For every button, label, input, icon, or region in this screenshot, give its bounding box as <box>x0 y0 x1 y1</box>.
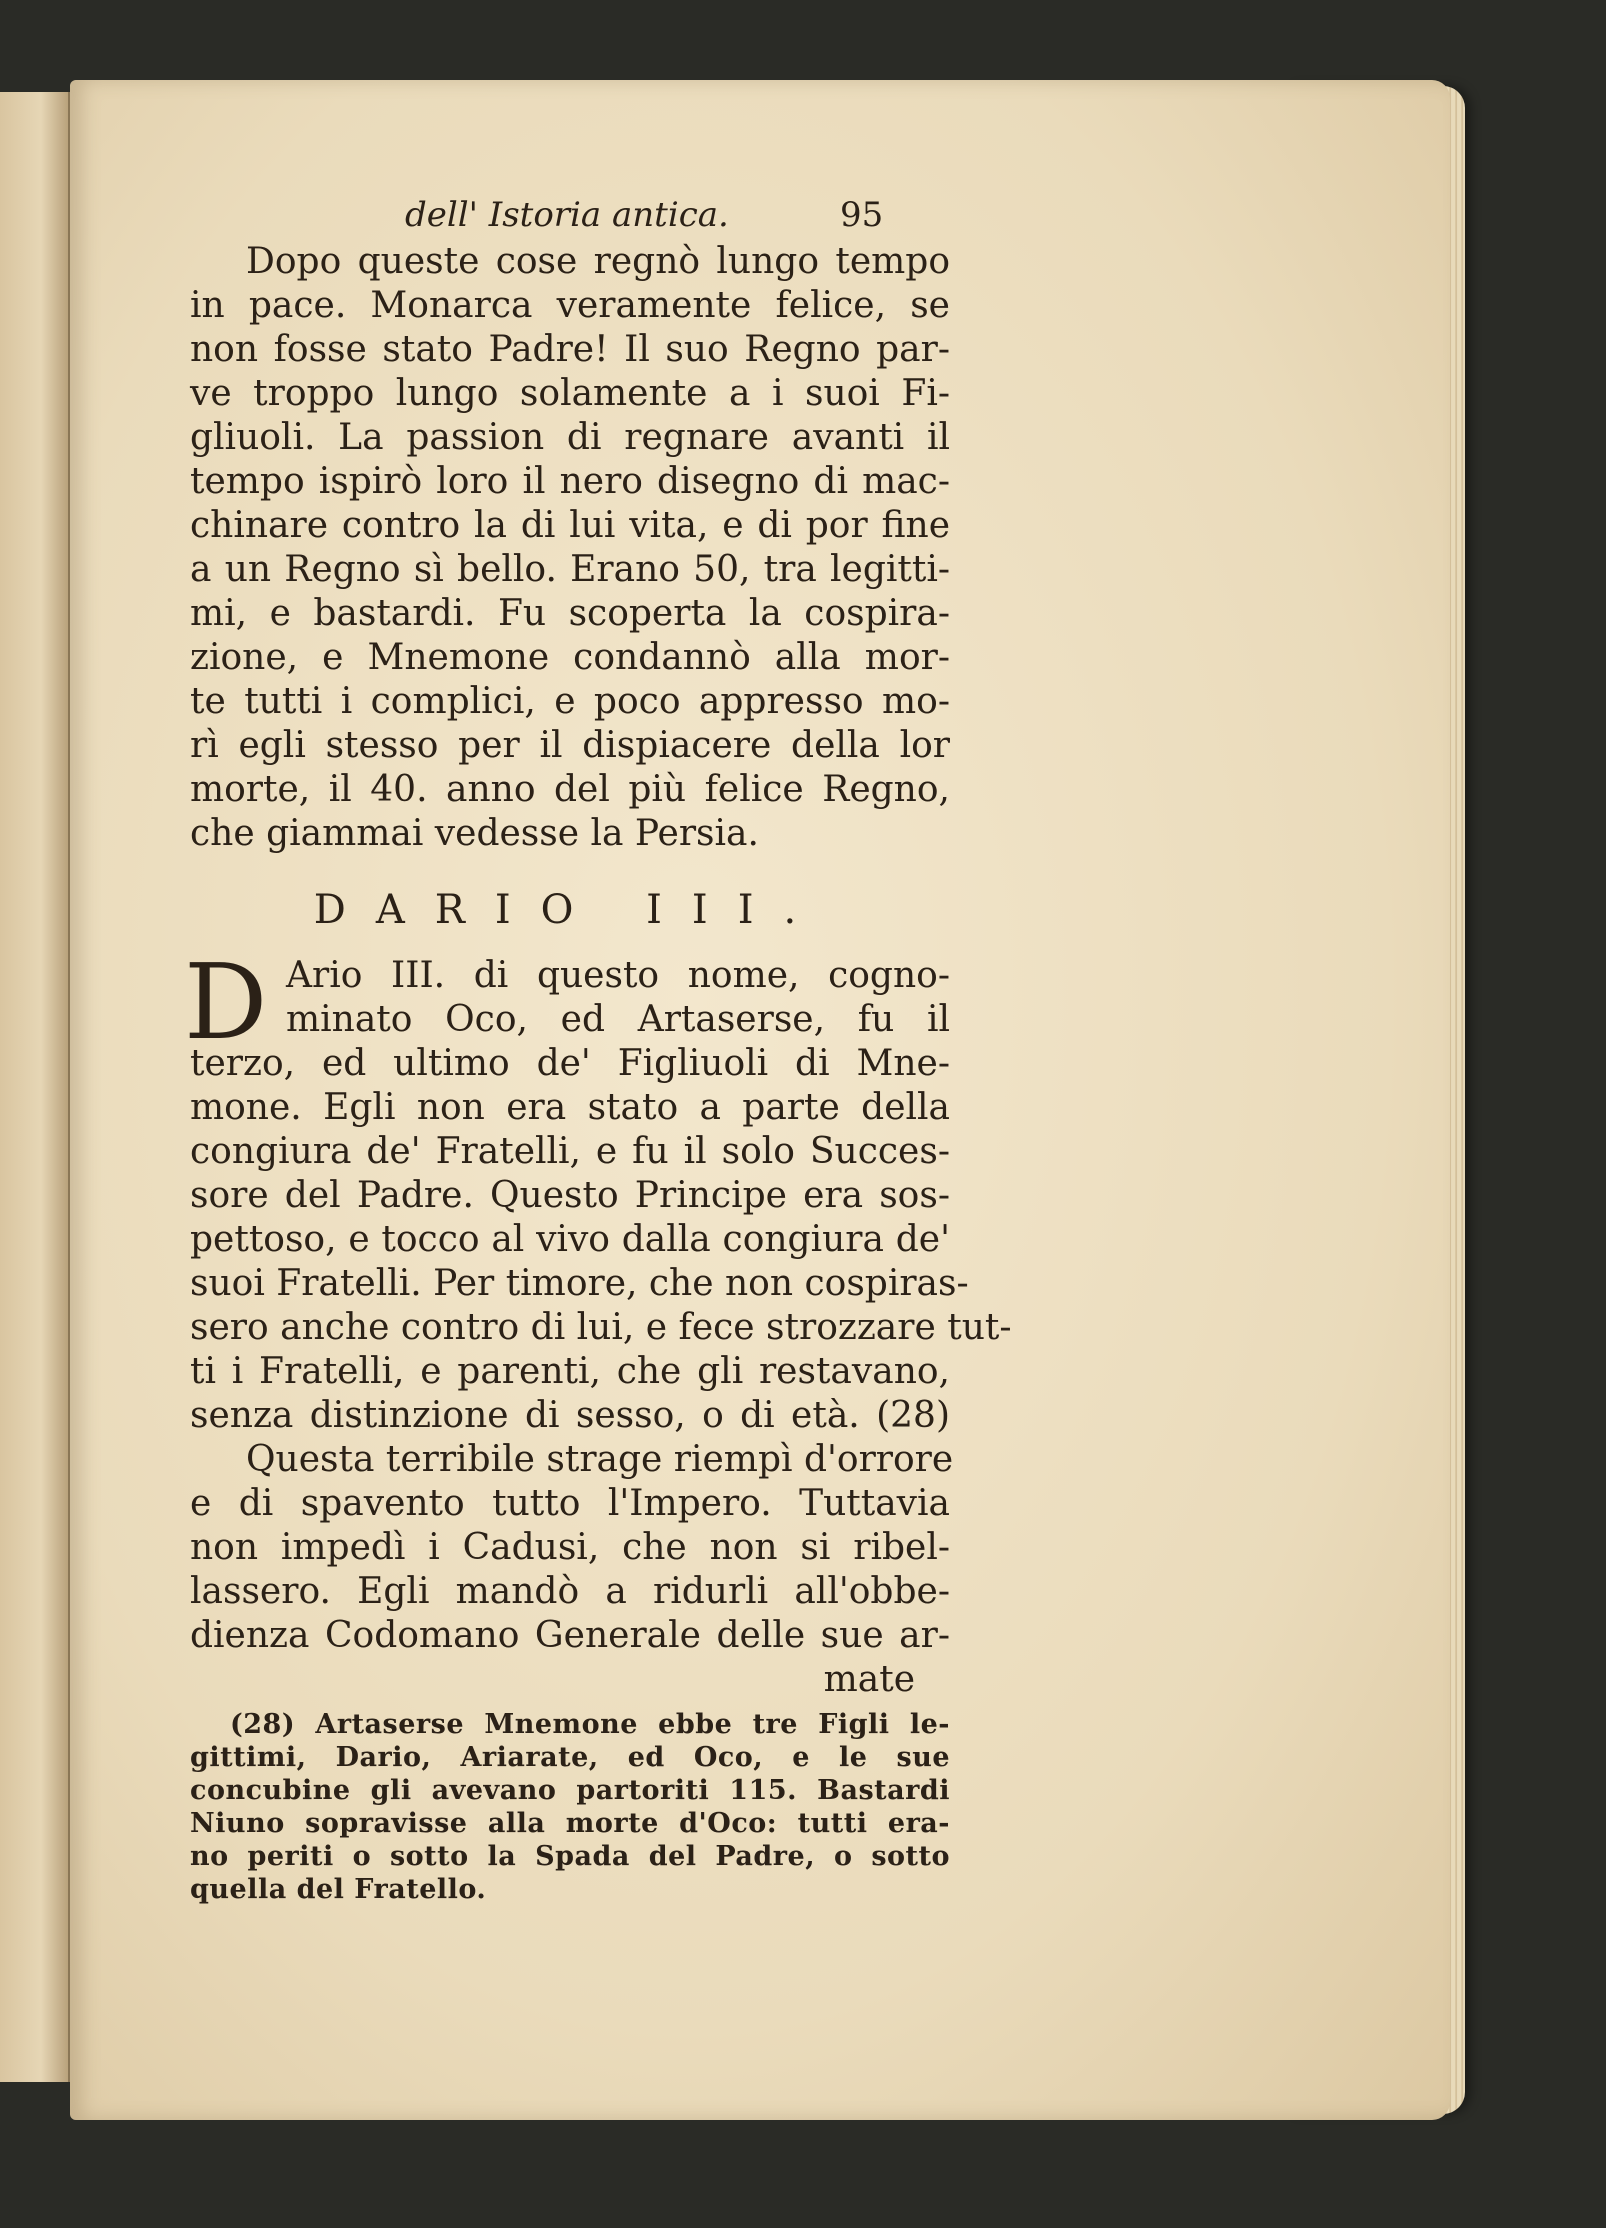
footnote-line: concubine gli avevano partoriti 115. Bastardi <box>190 1775 950 1806</box>
text-line: non impedì i Cadusi, che non si ribel- <box>190 1527 950 1568</box>
text-line: rì egli stesso per il dispiacere della lor <box>190 725 950 766</box>
text-line: ti i Fratelli, e parenti, che gli restavano, <box>190 1351 950 1392</box>
text-line: lassero. Egli mandò a ridurli all'obbe- <box>190 1571 950 1612</box>
paragraph-2 <box>184 941 1012 1438</box>
footnote-line: no periti o sotto la Spada del Padre, o sotto <box>190 1841 950 1872</box>
text-line: suoi Fratelli. Per timore, che non cospiras- <box>190 1263 969 1304</box>
text-line: tempo ispirò loro il nero disegno di mac- <box>190 461 950 502</box>
text-line: e di spavento tutto l'Impero. Tuttavia <box>190 1483 950 1524</box>
text-line: sore del Padre. Questo Principe era sos- <box>190 1175 950 1216</box>
running-header <box>190 190 950 240</box>
text-line: pettoso, e tocco al vivo dalla congiura de' <box>190 1219 950 1260</box>
text-line: ve troppo lungo solamente a i suoi Fi- <box>190 373 950 414</box>
page-number: 95 <box>840 195 884 235</box>
drop-cap: D <box>184 941 268 1063</box>
text-line: mi, e bastardi. Fu scoperta la cospira- <box>190 593 950 634</box>
text-line: dienza Codomano Generale delle sue ar- <box>190 1615 950 1656</box>
catchword: mate <box>823 1659 915 1700</box>
text-line: Dopo queste cose regnò lungo tempo <box>246 241 950 282</box>
footnote-line: quella del Fratello. <box>190 1874 487 1905</box>
footnote-line: gittimi, Dario, Ariarate, ed Oco, e le sue <box>190 1742 950 1773</box>
text-line: zione, e Mnemone condannò alla mor- <box>190 637 950 678</box>
text-line: in pace. Monarca veramente felice, se <box>190 285 950 326</box>
paragraph-1 <box>190 240 950 856</box>
text-line: senza distinzione di sesso, o di età. (28) <box>190 1395 950 1436</box>
text-line: terzo, ed ultimo de' Figliuoli di Mne- <box>190 1043 950 1084</box>
text-line: morte, il 40. anno del più felice Regno, <box>190 769 950 810</box>
text-line: congiura de' Fratelli, e fu il solo Succes- <box>190 1131 950 1172</box>
page-text <box>184 190 1012 1906</box>
text-line: minato Oco, ed Artaserse, fu il <box>286 999 950 1040</box>
text-line: Questa terribile strage riempì d'orrore <box>246 1439 954 1480</box>
text-line: che giammai vedesse la Persia. <box>190 813 759 854</box>
text-line: a un Regno sì bello. Erano 50, tra legitti- <box>190 549 950 590</box>
footnote-line: Niuno sopravisse alla morte d'Oco: tutti era- <box>190 1808 950 1839</box>
text-line: Ario III. di questo nome, cogno- <box>286 955 950 996</box>
footnote <box>190 1708 950 1906</box>
text-line: non fosse stato Padre! Il suo Regno par- <box>190 329 950 370</box>
text-line: te tutti i complici, e poco appresso mo- <box>190 681 950 722</box>
text-line: gliuoli. La passion di regnare avanti il <box>190 417 950 458</box>
facing-page-edge <box>0 92 70 2082</box>
paragraph-3 <box>190 1438 954 1658</box>
footnote-line: (28) Artaserse Mnemone ebbe tre Figli le- <box>230 1709 950 1740</box>
text-line: mone. Egli non era stato a parte della <box>190 1087 950 1128</box>
running-title: dell' Istoria antica. <box>405 195 729 235</box>
text-line: chinare contro la di lui vita, e di por fine <box>190 505 950 546</box>
text-line: sero anche contro di lui, e fece strozzare tut- <box>190 1307 1012 1348</box>
section-heading: DARIO III. <box>313 887 827 933</box>
